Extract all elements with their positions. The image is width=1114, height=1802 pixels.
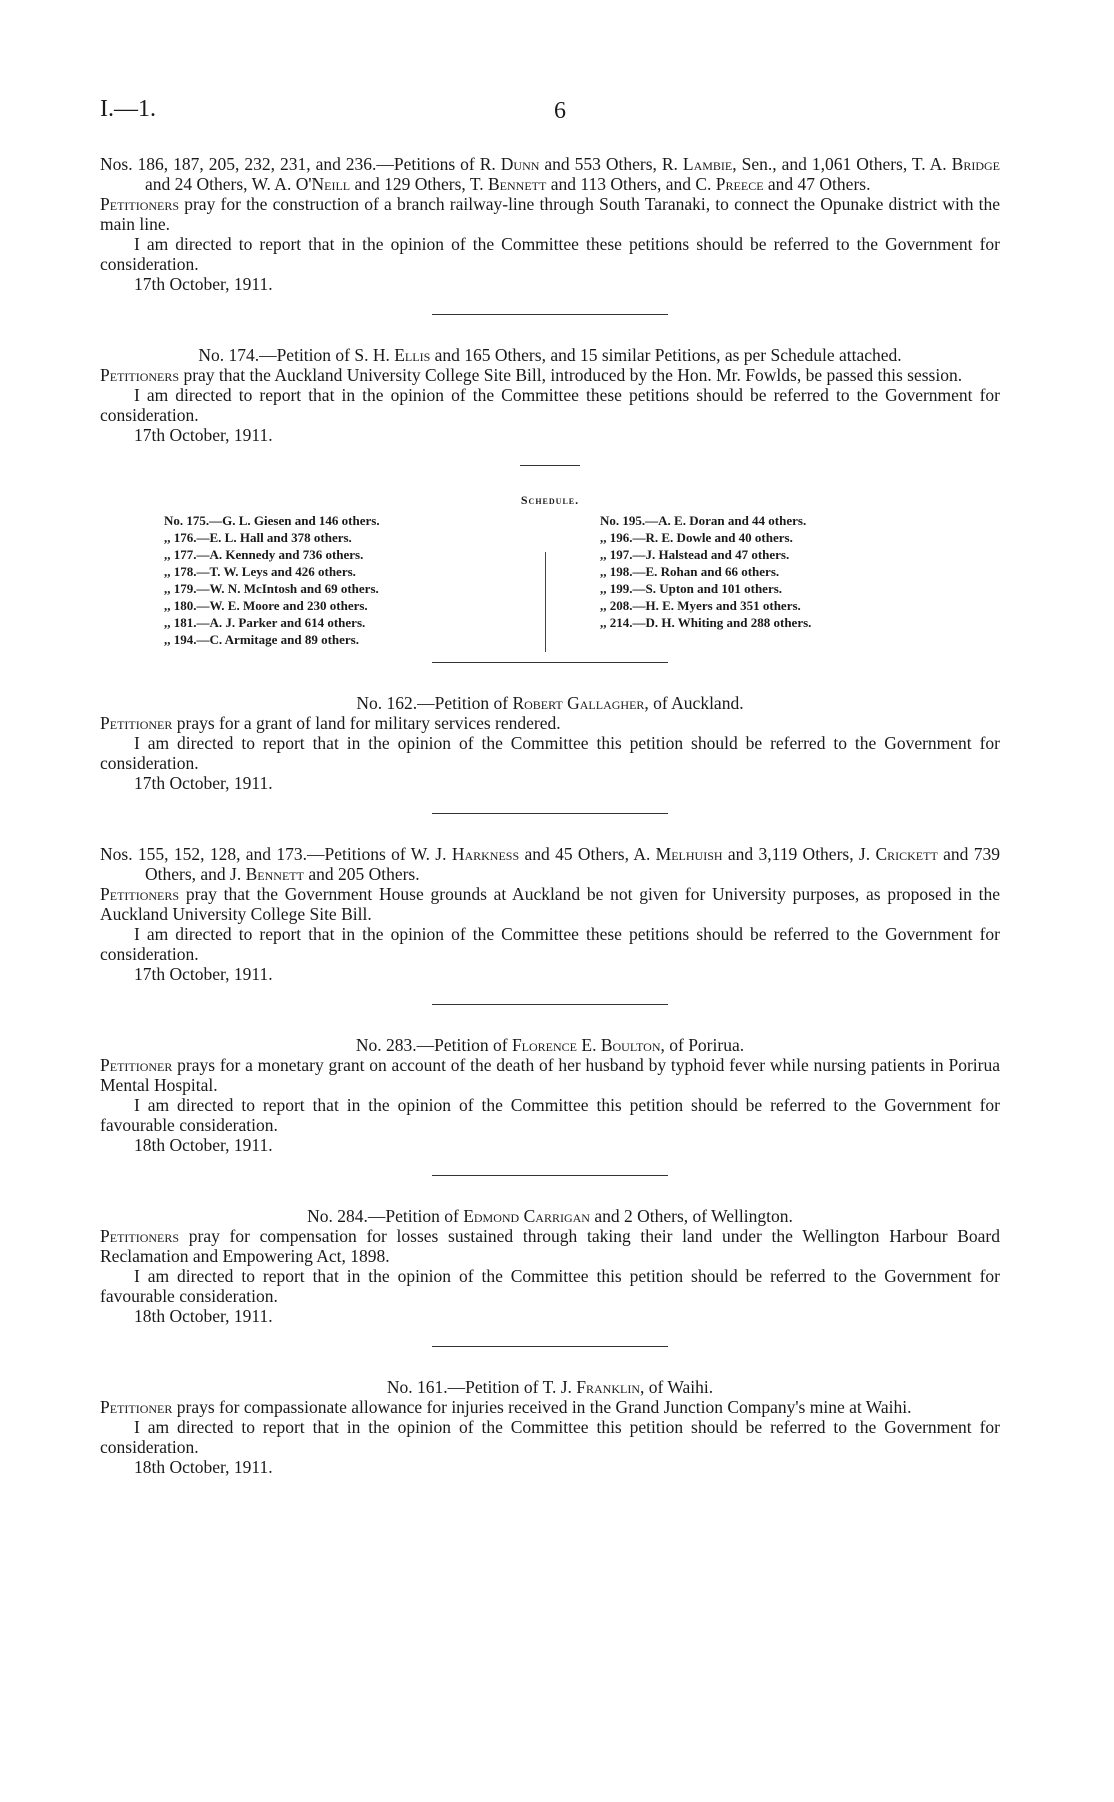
schedule-table: [100, 492, 1000, 647]
schedule-item: ,, 214.—D. H. Whiting and 288 others.: [600, 615, 812, 630]
prayer-lead: Petitioners: [100, 1226, 180, 1246]
petitioner-name: Harkness: [451, 844, 520, 864]
schedule-item: ,, 181.—A. J. Parker and 614 others.: [164, 615, 366, 630]
schedule-item: ,, 197.—J. Halstead and 47 others.: [600, 547, 790, 562]
petitioner-name: O'Neill: [295, 174, 351, 194]
schedule-item: ,, 180.—W. E. Moore and 230 others.: [164, 598, 368, 613]
report-date: 17th October, 1911.: [134, 964, 273, 984]
petition-section: [100, 1206, 1000, 1326]
petitioner-name: Franklin: [576, 1377, 641, 1397]
title-text: and 3,119 Others, J.: [722, 844, 876, 864]
report-date: 17th October, 1911.: [134, 274, 273, 294]
petition-section: [100, 345, 1000, 445]
title-text: Nos. 186, 187, 205, 232, 231, and 236.—Petitions of R.: [100, 154, 501, 174]
report-date: 18th October, 1911.: [134, 1457, 273, 1477]
committee-report: I am directed to report that in the opinion of the Committee this petition should be referred to the Government for consideration.: [100, 1417, 1000, 1457]
petition-title: [100, 1377, 1000, 1397]
title-text: and 165 Others, and 15 similar Petitions, as per Schedule attached.: [430, 345, 902, 365]
petition-section: [100, 844, 1000, 984]
schedule-item: ,, 194.—C. Armitage and 89 others.: [164, 632, 359, 647]
petition-section: [100, 1035, 1000, 1155]
prayer-text: prays for compassionate allowance for injuries received in the Grand Junction Company's mine at Waihi.: [172, 1397, 912, 1417]
petition-title: [100, 1206, 1000, 1226]
prayer-lead: Petitioners: [100, 365, 180, 385]
petitioner-name: Robert Gallagher: [512, 693, 645, 713]
prayer-text: prays for a grant of land for military services rendered.: [172, 713, 561, 733]
prayer-lead: Petitioner: [100, 1397, 173, 1417]
schedule-item: ,, 198.—E. Rohan and 66 others.: [600, 564, 780, 579]
schedule-item: ,, 196.—R. E. Dowle and 40 others.: [600, 530, 793, 545]
document-body: [100, 154, 1000, 1477]
prayer-lead: Petitioners: [100, 884, 180, 904]
petitioner-name: Florence E. Boulton: [511, 1035, 661, 1055]
title-text: and 129 Others, T.: [350, 174, 488, 194]
prayer-lead: Petitioner: [100, 1055, 173, 1075]
committee-report: I am directed to report that in the opinion of the Committee these petitions should be referred to the Government for consideration.: [100, 385, 1000, 425]
committee-report: I am directed to report that in the opinion of the Committee this petition should be referred to the Government for favourable consideration.: [100, 1095, 1000, 1135]
schedule-column-right: [600, 512, 811, 631]
section-divider: [432, 1175, 668, 1176]
title-text: No. 162.—Petition of: [356, 693, 513, 713]
section-divider: [432, 314, 668, 315]
petitioner-name: Ellis: [394, 345, 431, 365]
section-divider: [432, 662, 668, 663]
schedule-item: ,, 208.—H. E. Myers and 351 others.: [600, 598, 801, 613]
prayer-text: pray for the construction of a branch railway-line through South Taranaki, to connect the Opunake district with the main line.: [100, 194, 1000, 234]
petition-title: [100, 693, 1000, 713]
petitioner-name: Dunn: [500, 154, 540, 174]
schedule-item: No. 175.—G. L. Giesen and 146 others.: [164, 513, 380, 528]
petitioner-name: Lambie: [682, 154, 733, 174]
committee-report: I am directed to report that in the opinion of the Committee this petition should be referred to the Government for favourable consideration.: [100, 1266, 1000, 1306]
petition-title: [100, 154, 1000, 194]
report-date: 17th October, 1911.: [134, 773, 273, 793]
petitioner-name: Preece: [715, 174, 764, 194]
committee-report: I am directed to report that in the opinion of the Committee this petition should be referred to the Government for consideration.: [100, 733, 1000, 773]
petition-title: [100, 1035, 1000, 1055]
petition-prayer: [100, 365, 1000, 385]
petition-section: [100, 693, 1000, 793]
schedule-divider: [545, 552, 546, 652]
title-text: and 113 Others, and C.: [546, 174, 716, 194]
schedule-item: ,, 179.—W. N. McIntosh and 69 others.: [164, 581, 379, 596]
title-text: , of Waihi.: [640, 1377, 714, 1397]
petitioner-name: Bennett: [245, 864, 304, 884]
petition-section: [100, 1377, 1000, 1477]
petition-prayer: [100, 1055, 1000, 1095]
section-divider: [432, 813, 668, 814]
title-text: and 739 Others, and J.: [145, 844, 1000, 884]
title-text: , of Auckland.: [644, 693, 744, 713]
title-text: and 47 Others.: [763, 174, 871, 194]
title-text: and 45 Others, A.: [519, 844, 656, 864]
title-text: No. 161.—Petition of T. J.: [386, 1377, 577, 1397]
petitioner-name: Bridge: [951, 154, 1000, 174]
prayer-lead: Petitioners: [100, 194, 180, 214]
title-text: and 24 Others, W. A.: [145, 174, 296, 194]
report-date: 17th October, 1911.: [134, 425, 273, 445]
schedule-column-left: [164, 512, 380, 648]
title-text: Nos. 155, 152, 128, and 173.—Petitions of W. J.: [100, 844, 452, 864]
petitioner-name: Melhuish: [655, 844, 723, 864]
report-date: 18th October, 1911.: [134, 1135, 273, 1155]
prayer-lead: Petitioner: [100, 713, 173, 733]
petition-section: [100, 154, 1000, 294]
title-text: and 205 Others.: [303, 864, 420, 884]
title-text: No. 284.—Petition of: [307, 1206, 464, 1226]
petition-prayer: [100, 884, 1000, 924]
schedule-item: ,, 178.—T. W. Leys and 426 others.: [164, 564, 356, 579]
committee-report: I am directed to report that in the opinion of the Committee these petitions should be referred to the Government for consideration.: [100, 924, 1000, 964]
petitioner-name: Crickett: [875, 844, 938, 864]
petition-prayer: [100, 194, 1000, 234]
petitioner-name: Edmond Carrigan: [463, 1206, 590, 1226]
petition-prayer: [100, 1226, 1000, 1266]
page-number: 6: [554, 98, 566, 124]
section-divider: [432, 1004, 668, 1005]
title-text: and 553 Others, R.: [539, 154, 683, 174]
committee-report: I am directed to report that in the opinion of the Committee these petitions should be referred to the Government for consideration.: [100, 234, 1000, 274]
schedule-item: No. 195.—A. E. Doran and 44 others.: [600, 513, 807, 528]
section-divider: [520, 465, 580, 466]
prayer-text: pray for compensation for losses sustained through taking their land under the Wellington Harbour Board Reclamation and Empowering Act, 1898.: [100, 1226, 1000, 1266]
petition-prayer: [100, 1397, 1000, 1417]
document-reference: I.—1.: [100, 96, 156, 122]
title-text: , Sen., and 1,061 Others, T. A.: [732, 154, 952, 174]
petition-title: [100, 844, 1000, 884]
title-text: No. 174.—Petition of S. H.: [198, 345, 395, 365]
prayer-text: pray that the Government House grounds at Auckland be not given for University purposes, as proposed in the Auckland University College Site Bill.: [100, 884, 1000, 924]
schedule-title: Schedule.: [520, 493, 580, 507]
schedule-item: ,, 199.—S. Upton and 101 others.: [600, 581, 783, 596]
petitioner-name: Bennett: [488, 174, 547, 194]
title-text: No. 283.—Petition of: [355, 1035, 512, 1055]
section-divider: [432, 1346, 668, 1347]
prayer-text: prays for a monetary grant on account of the death of her husband by typhoid fever while nursing patients in Porirua Mental Hospital.: [100, 1055, 1000, 1095]
title-text: , of Porirua.: [660, 1035, 745, 1055]
page-header: [100, 96, 1020, 136]
petition-prayer: [100, 713, 1000, 733]
report-date: 18th October, 1911.: [134, 1306, 273, 1326]
petition-title: [100, 345, 1000, 365]
prayer-text: pray that the Auckland University College Site Bill, introduced by the Hon. Mr. Fowlds, be passed this session.: [179, 365, 963, 385]
schedule-item: ,, 176.—E. L. Hall and 378 others.: [164, 530, 352, 545]
title-text: and 2 Others, of Wellington.: [589, 1206, 793, 1226]
schedule-item: ,, 177.—A. Kennedy and 736 others.: [164, 547, 364, 562]
